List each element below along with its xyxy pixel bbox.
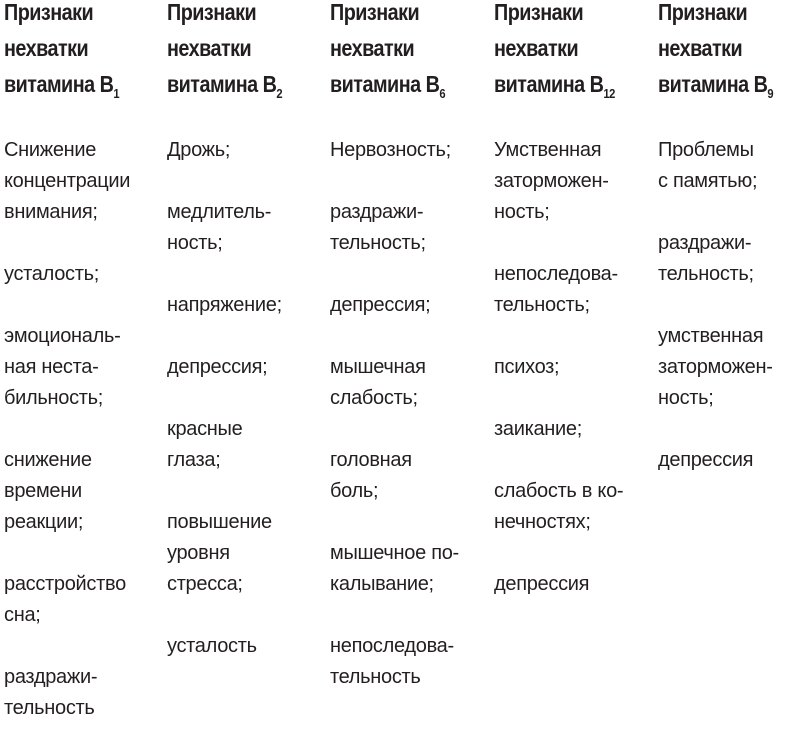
vitamin-subscript: 6 <box>439 86 446 101</box>
symptom-item: Нервозность; <box>330 139 451 161</box>
header-line: витамина $В_9$ <box>658 71 774 101</box>
symptom-item: раздражи- тельность; <box>658 232 754 285</box>
header-line: Признаки <box>167 0 257 25</box>
header-line: витамина $В_2$ <box>167 71 283 101</box>
vitamin-subscript: 12 <box>603 86 615 101</box>
vitamin-subscript: 1 <box>113 86 120 101</box>
header-line: Признаки <box>330 0 420 25</box>
symptom-item: мышечное по- калывание; <box>330 542 459 595</box>
symptom-item: мышечная слабость; <box>330 356 426 409</box>
symptom-item: непоследова- тельность <box>330 635 454 688</box>
column-vitamin-b9 <box>658 0 790 471</box>
symptom-item: психоз; <box>494 356 560 378</box>
symptom-list <box>658 135 773 507</box>
symptom-item: Дрожь; <box>167 139 231 161</box>
symptom-item: усталость; <box>4 263 99 285</box>
column-vitamin-b12 <box>494 0 634 595</box>
column-header <box>658 0 773 102</box>
column-vitamin-b2 <box>167 0 301 657</box>
symptom-item: депрессия <box>658 449 754 471</box>
symptom-list <box>330 135 459 724</box>
header-line: нехватки <box>167 35 252 61</box>
header-line: Признаки <box>658 0 748 25</box>
symptom-item: головная боль; <box>330 449 412 502</box>
symptom-item: напряжение; <box>167 294 282 316</box>
symptom-item: депрессия; <box>330 294 431 316</box>
symptom-item: медлитель- ность; <box>167 201 272 254</box>
header-line: нехватки <box>4 35 89 61</box>
header-line: витамина $В_{12}$ <box>494 71 615 101</box>
symptom-item: эмоциональ- ная неста- бильность; <box>4 325 121 409</box>
header-line: нехватки <box>494 35 579 61</box>
symptom-item: Снижение концентрации внимания; <box>4 139 131 223</box>
symptom-list <box>167 135 282 693</box>
column-header <box>330 0 445 102</box>
symptom-item: снижение времени реакции; <box>4 449 92 533</box>
symptom-item: депрессия <box>494 573 590 595</box>
header-line: нехватки <box>330 35 415 61</box>
column-vitamin-b6 <box>330 0 464 688</box>
symptom-item: непоследова- тельность; <box>494 263 618 316</box>
symptom-item: слабость в ко- нечностях; <box>494 480 624 533</box>
symptom-item: расстройство сна; <box>4 573 126 626</box>
column-header <box>167 0 282 102</box>
symptom-item: депрессия; <box>167 356 268 378</box>
symptom-item: усталость <box>167 635 257 657</box>
symptom-list <box>494 135 623 631</box>
column-header <box>494 0 615 102</box>
symptom-item: раздражи- тельность; <box>330 201 426 254</box>
symptom-item: Проблемы с памятью; <box>658 139 758 192</box>
symptom-item: умственная заторможен- ность; <box>658 325 773 409</box>
header-line: витамина $В_6$ <box>330 71 446 101</box>
symptom-item: повышение уровня стресса; <box>167 511 272 595</box>
vitamin-subscript: 2 <box>276 86 283 101</box>
symptom-item: раздражи- тельность <box>4 666 98 719</box>
symptom-item: заикание; <box>494 418 582 440</box>
vitamin-subscript: 9 <box>767 86 774 101</box>
symptom-list <box>4 135 130 755</box>
symptom-item: Умственная заторможен- ность; <box>494 139 609 223</box>
header-line: Признаки <box>494 0 584 25</box>
column-vitamin-b1 <box>4 0 138 719</box>
header-line: витамина $В_1$ <box>4 71 120 101</box>
header-line: нехватки <box>658 35 743 61</box>
symptom-item: красные глаза; <box>167 418 243 471</box>
header-line: Признаки <box>4 0 94 25</box>
column-header <box>4 0 119 102</box>
